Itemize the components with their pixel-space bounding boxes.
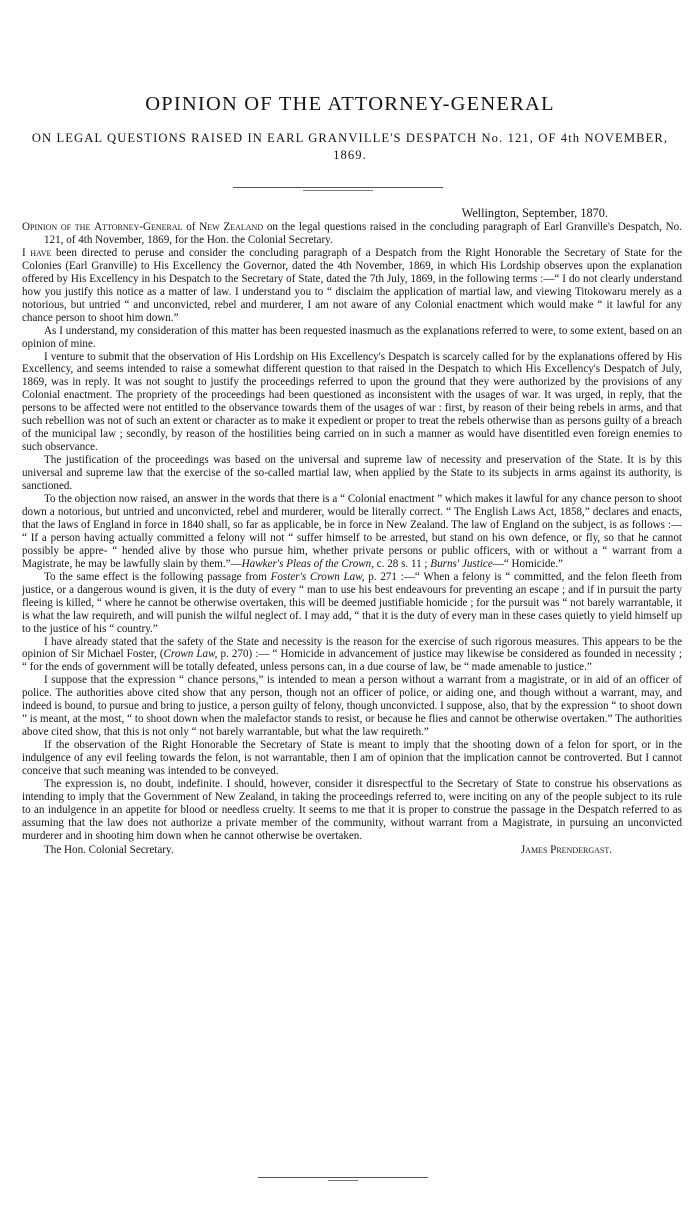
paragraph-5	[22, 493, 682, 571]
paragraph-8	[22, 674, 682, 739]
paragraph-text: To the objection now raised, an answer in the words that there is a “ Colonial enactment ” which makes it lawful for any chance person to shoot down a notorious, but untried and unconvicted, rebel and murderer, would be literally correct. “ The English Laws Act, 1858,” declares and enacts, that the laws of England in force in 1840 shall, so far as applicable, be in force in New Zealand. The law of England on the subject, is as follows :— “ If a person having actually committed a felony will not “ suffer himself to be arrested, but stand on his own defence, or fly, so that he cannot possibly be appre- “ hended alive by those who pursue him, whether private persons or public officers, with or without a “ warrant from a Magistrate, he may be lawfully slain by them.”—	[22, 493, 682, 570]
paragraph-3	[22, 351, 682, 455]
document-subtitle: ON LEGAL QUESTIONS RAISED IN EARL GRANVILLE'S DESPATCH No. 121, OF 4th NOVEMBER, 1869.	[31, 131, 669, 162]
paragraph-6	[22, 571, 682, 636]
paragraph-text: The expression is, no doubt, indefinite. I should, however, consider it disrespectful to the Secretary of State to construe his observations as intending to imply that the Government of New Zealand, in taking the proceedings referred to, were inciting on any of the people subject to its rule to an indulgence in an appetite for blood or needless cruelty. It seems to me that it is proper to construe the passage in the Despatch referred to as assuming that the law does not authorize a private member of the community, without warrant from a Magistrate, in pursuing an unconvicted murderer and in shooting him down when he cannot otherwise be overtaken.	[22, 777, 682, 842]
heading-new-zealand: New Zealand	[199, 221, 264, 233]
paragraph-7	[22, 636, 682, 675]
paragraph-lead: I have	[22, 246, 52, 259]
paragraph-text: c. 28 s. 11 ;	[376, 557, 428, 570]
opinion-heading	[22, 221, 682, 247]
citation-burns: Burns' Justice	[430, 557, 493, 570]
paragraph-text: I venture to submit that the observation of His Lordship on His Excellency's Despatch is scarcely called for by the explanations offered by His Excellency, and seems intended to raise a somewhat different question to that raised in the Despatch to which His Excellency's Despatch of July, 1869, was in reply. It was not sought to justify the proceedings referred to upon the ground that they were authorized by the provisions of any Colonial enactment. The propriety of the proceedings had been questioned as inconsistent with the usages of war. It was urged, in reply, that the persons to be affected were not entitled to the observance towards them of the usages of war : first, by reason of their being rebels in arms, and that such rebellion was not of such an extent or character as to make it expedient or proper to treat the rebels otherwise than as persons guilty of a breach of the municipal law ; secondly, by reason of the hostilities being carried on in such a manner as would have disentitled even foreign enemies to such observance.	[22, 350, 682, 454]
citation-foster: Foster's Crown Law,	[270, 570, 365, 583]
paragraph-text: To the same effect is the following passage from	[44, 570, 267, 583]
paragraph-text: —“ Homicide.”	[492, 557, 563, 570]
paragraph-text: p. 270) :— “ Homicide in advancement of justice may likewise be considered as founded in necessity ; “ for the ends of government will be totally defeated, unless persons can, in a due course of law, be “ made amenable to justice.”	[22, 648, 683, 674]
addressee: The Hon. Colonial Secretary.	[44, 843, 174, 856]
paragraph-1	[22, 247, 682, 325]
heading-opinion-of: Opinion of the	[22, 221, 91, 233]
paragraph-text: I suppose that the expression “ chance persons,” is intended to mean a person without a warrant from a magistrate, or in aid of an officer of police. The authorities above cited show that any person, though not an officer of police, or aiding one, and though without a warrant, may, and indeed is bound, to pursue and bring to justice, a person guilty of felony, though unconvicted. I suppose, also, that by the expression “ to shoot down ” is meant, at the most, “ to shoot down when the malefactor stands to resist, or because he flies and cannot be otherwise overtaken.” The authorities above cited show, that this is not only “ not barely warrantable, but what the law requireth.”	[22, 674, 682, 739]
footer-divider	[258, 1177, 428, 1178]
paragraph-text: If the observation of the Right Honorable the Secretary of State is meant to imply that the shooting down of a felon for sport, or in the indulgence of any evil feeling towards the felon, is not warrantable, then I am of opinion that the implication cannot be controverted. But I cannot conceive that such meaning was intended to be conveyed.	[22, 739, 682, 778]
signatory: James Prendergast.	[520, 843, 612, 856]
paragraph-text: I have already stated that the safety of the State and necessity is the reason for the exercise of such rigorous measures. This appears to be the opinion of Sir Michael Foster, (	[22, 635, 682, 661]
title-divider	[233, 187, 443, 188]
paragraph-9	[22, 739, 682, 778]
heading-of: of	[186, 221, 196, 233]
paragraph-text: p. 271 :—“ When a felony is “ committed, and the felon fleeth from justice, or a dangerous wound is given, it is the duty of every “ man to use his best endeavours for preventing an escape ; and if in pursuit the party fleeing is killed, “ where he cannot be otherwise overtaken, this will be deemed justifiable homicide ; for the pursuit was “ not barely warrantable, it is what the law requireth, and will punish the wilful neglect of. I may add, “ that it is the duty of every man in these cases quietly to yield himself up to the justice of his “ country.”	[22, 570, 682, 635]
paragraph-text: been directed to peruse and consider the concluding paragraph of a Despatch from the Right Honorable the Secretary of State for the Colonies (Earl Granville) to His Excellency the Governor, dated the 4th November, 1869, in which His Lordship observes upon the explanation offered by His Excellency in his Despatch to the Secretary of State, dated the 7th July, 1869, in the following terms :—“ I do not clearly understand how you justify this notice as a matter of law. I understand you to “ disclaim the application of martial law, and viewing Titokowaru merely as a notorious, but untried “ and unconvicted, rebel and murderer, I am not aware of any Colonial enactment which would make “ it lawful for any chance person to shoot him down.”	[22, 246, 682, 324]
paragraph-text: As I understand, my consideration of this matter has been requested inasmuch as the explanations referred to were, to some extent, based on an opinion of mine.	[22, 324, 682, 350]
paragraph-text: The justification of the proceedings was based on the universal and supreme law of necessity and preservation of the State. It is by this universal and supreme law that the exercise of the so-called martial law, when applied by the State to its subjects in arms against its authority, is sanctioned.	[22, 454, 682, 493]
paragraph-10	[22, 778, 682, 843]
dateline: Wellington, September, 1870.	[461, 206, 608, 220]
document-title: OPINION OF THE ATTORNEY-GENERAL	[145, 93, 555, 115]
heading-attorney-general: Attorney-General	[94, 221, 183, 233]
document-body	[22, 221, 682, 857]
paragraph-4	[22, 454, 682, 493]
paragraph-2	[22, 325, 682, 351]
citation-hawker: Hawker's Pleas of the Crown,	[241, 557, 374, 570]
heading-rest: on the legal questions raised in the concluding paragraph of Earl Granville's Despatch, No. 121, of 4th November, 1869, for the Hon. the Colonial Secretary.	[44, 221, 683, 246]
signature-block	[22, 844, 682, 857]
citation-crown-law: Crown Law,	[163, 648, 218, 661]
